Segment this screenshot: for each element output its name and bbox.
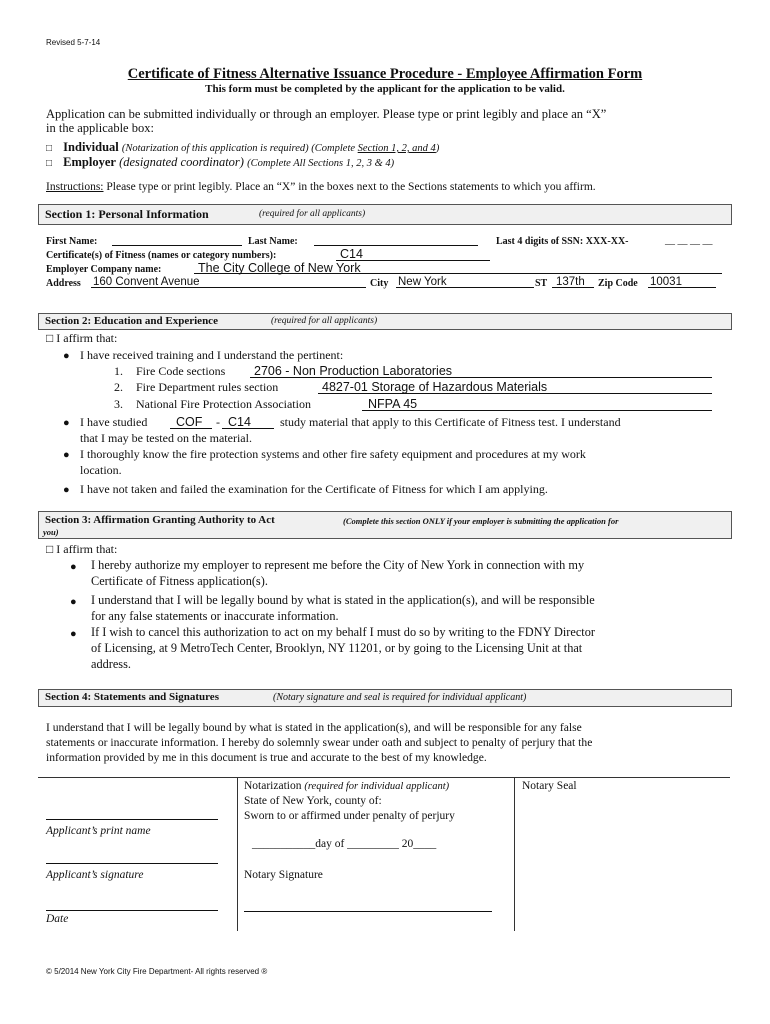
print-name-field[interactable] — [46, 819, 218, 820]
bullet-icon: ● — [70, 628, 77, 640]
s2-sub2-num: 2. — [114, 380, 123, 394]
s3-item2-a: I understand that I will be legally bound by what is stated in the application(s), and will be responsible — [91, 593, 595, 607]
notary-signature-field[interactable] — [244, 911, 492, 912]
fire-code-value: 2706 - Non Production Laboratories — [254, 364, 453, 378]
notary-signature-label: Notary Signature — [244, 869, 323, 881]
ssn-label: Last 4 digits of SSN: XXX-XX- — [496, 236, 629, 247]
s4-para-1: I understand that I will be legally bound by what is stated in the application(s), and will be responsible for any false — [46, 721, 582, 734]
option-individual — [46, 140, 439, 155]
bullet-icon: ● — [63, 350, 70, 362]
signature-field[interactable] — [46, 863, 218, 864]
section3-header: Section 3: Affirmation Granting Authority to Act (Complete this section ONLY if your employer is submitting the application for you) — [38, 511, 732, 539]
city-label: City — [370, 278, 389, 289]
s3-item3-c: address. — [91, 657, 131, 671]
signature-table-divider-2 — [514, 777, 515, 931]
s2-sub1-label: Fire Code sections — [136, 364, 226, 378]
s2-sub3-num: 3. — [114, 397, 123, 411]
s4-para-2: statements or inaccurate information. I hereby do solemnly swear under oath and subject to penalty of perjury that the — [46, 736, 593, 749]
zip-value: 10031 — [650, 276, 682, 288]
s3-item3-b: of Licensing, at 9 MetroTech Center, Brooklyn, NY 11201, or by going to the Licensing Unit at that — [91, 641, 583, 655]
fd-rules-value: 4827-01 Storage of Hazardous Materials — [322, 380, 548, 394]
bullet-icon: ● — [70, 596, 77, 608]
employer-note: (Complete All Sections 1, 2, 3 & 4) — [247, 158, 395, 169]
state-county-line: State of New York, county of: — [244, 795, 382, 807]
bullet-icon: ● — [63, 484, 70, 496]
ssn-field[interactable]: __ __ __ __ — [665, 235, 713, 246]
state-value: 137th — [556, 276, 585, 288]
s2-item2-c: that I may be tested on the material. — [80, 431, 252, 445]
option-employer — [46, 155, 394, 170]
state-label: ST — [535, 278, 548, 289]
date-field[interactable] — [46, 910, 218, 911]
sworn-line: Sworn to or affirmed under penalty of perjury — [244, 810, 455, 822]
employer-name-label: Employer Company name: — [46, 264, 162, 275]
first-name-field[interactable] — [112, 245, 242, 246]
intro-line-2: in the applicable box: — [46, 121, 154, 135]
first-name-label: First Name: — [46, 236, 98, 247]
signature-label: Applicant’s signature — [46, 869, 144, 881]
section2-header: Section 2: Education and Experience (required for all applicants) — [38, 313, 732, 330]
s2-item3-a: I thoroughly know the fire protection systems and other fire safety equipment and procedures at my work — [80, 447, 586, 461]
section2-affirm-checkbox[interactable]: □ I affirm that: — [46, 331, 118, 345]
zip-label: Zip Code — [598, 278, 638, 289]
s2-sub2-label: Fire Department rules section — [136, 380, 279, 394]
employer-checkbox[interactable]: □ — [46, 158, 53, 169]
last-name-label: Last Name: — [248, 236, 298, 247]
employer-label: Employer — [63, 155, 116, 169]
s3-item2-b: for any false statements or inaccurate information. — [91, 609, 339, 623]
employer-name-value: The City College of New York — [198, 261, 361, 275]
section3-affirm-checkbox[interactable]: □ I affirm that: — [46, 542, 118, 556]
day-of-field[interactable]: ___________day of _________ 20____ — [252, 838, 437, 850]
s2-sub1-num: 1. — [114, 364, 123, 378]
s2-item1: I have received training and I understand the pertinent: — [80, 348, 344, 362]
individual-label: Individual — [63, 140, 119, 154]
instructions: Instructions: Please type or print legibly. Place an “X” in the boxes next to the Sections statements to which you affirm. — [46, 181, 596, 193]
form-title: Certificate of Fitness Alternative Issuance Procedure - Employee Affirmation Form — [127, 66, 643, 82]
nfpa-value: NFPA 45 — [368, 397, 418, 411]
s2-item2-b: study material that apply to this Certificate of Fitness test. I understand — [280, 415, 621, 429]
s2-item3-b: location. — [80, 463, 122, 477]
studied-value-1: COF — [176, 415, 203, 429]
footer-copyright: © 5/2014 New York City Fire Department- All rights reserved ® — [46, 967, 268, 976]
s2-item2-a: I have studied — [80, 415, 148, 429]
notary-seal-label: Notary Seal — [522, 780, 577, 792]
form-subtitle: This form must be completed by the applicant for the application to be valid. — [205, 83, 565, 95]
address-label: Address — [46, 278, 81, 289]
intro-line-1: Application can be submitted individually or through an employer. Please type or print legibly and place an “X” — [46, 107, 607, 121]
cof-label: Certificate(s) of Fitness (names or category numbers): — [46, 250, 277, 261]
signature-table-top — [38, 777, 730, 778]
studied-dash: - — [216, 415, 220, 429]
s3-item3-a: If I wish to cancel this authorization to act on my behalf I must do so by writing to the FDNY Director — [91, 625, 595, 639]
address-value: 160 Convent Avenue — [93, 276, 200, 288]
city-value: New York — [398, 276, 447, 288]
individual-checkbox[interactable]: □ — [46, 143, 53, 154]
cof-value: C14 — [340, 247, 363, 261]
revision-date: Revised 5-7-14 — [46, 38, 101, 47]
s3-item1-a: I hereby authorize my employer to represent me before the City of New York in connection with my — [91, 558, 585, 572]
individual-note: (Notarization of this application is required) (Complete Section 1, 2, and 4) — [121, 143, 440, 154]
signature-table-divider-1 — [237, 777, 238, 931]
bullet-icon: ● — [63, 417, 70, 429]
bullet-icon: ● — [63, 449, 70, 461]
print-name-label: Applicant’s print name — [46, 825, 151, 837]
bullet-icon: ● — [70, 561, 77, 573]
s3-item1-b: Certificate of Fitness application(s). — [91, 574, 268, 588]
notarization-heading: Notarization (required for individual applicant) — [244, 780, 450, 792]
studied-value-2: C14 — [228, 415, 251, 429]
date-label: Date — [46, 913, 69, 925]
s2-sub3-label: National Fire Protection Association — [136, 397, 311, 411]
last-name-field[interactable] — [314, 245, 478, 246]
s2-item4: I have not taken and failed the examination for the Certificate of Fitness for which I am applying. — [80, 482, 548, 496]
s4-para-3: information provided by me in this document is true and accurate to the best of my knowledge. — [46, 751, 487, 764]
section1-header: Section 1: Personal Information (required for all applicants) — [38, 204, 732, 225]
employer-desc: (designated coordinator) — [119, 155, 244, 169]
section4-header: Section 4: Statements and Signatures (Notary signature and seal is required for individual applicant) — [38, 689, 732, 707]
